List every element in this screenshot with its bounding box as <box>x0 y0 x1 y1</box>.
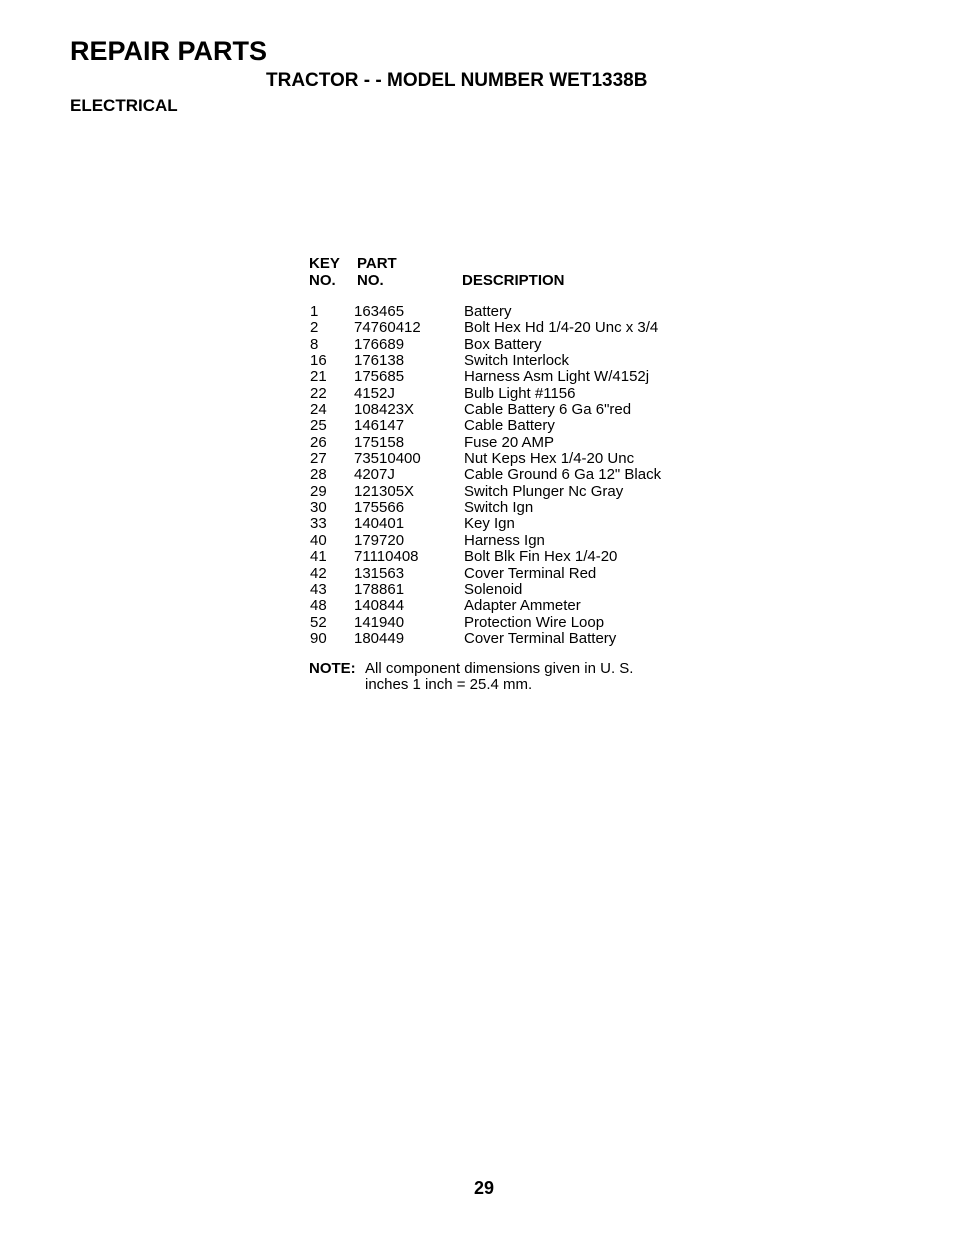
part-no: 146147 <box>354 417 405 435</box>
key-no: 27 <box>310 450 327 468</box>
part-no: 178861 <box>354 580 405 598</box>
note-label: NOTE: <box>309 660 356 677</box>
part-no: 74760412 <box>354 319 421 337</box>
part-no-header-line1: PART <box>357 255 397 272</box>
key-no: 2 <box>310 319 319 337</box>
part-no: 175566 <box>354 499 405 517</box>
part-no: 140844 <box>354 597 405 615</box>
key-no: 28 <box>310 466 327 484</box>
key-no-header-line2: NO. <box>309 272 336 289</box>
section-label: ELECTRICAL <box>70 96 178 115</box>
key-no: 8 <box>310 335 319 353</box>
key-no: 52 <box>310 613 327 631</box>
key-no: 29 <box>310 482 327 500</box>
part-no: 141940 <box>354 613 405 631</box>
key-no: 43 <box>310 580 327 598</box>
key-no: 90 <box>310 629 327 647</box>
description: Protection Wire Loop <box>464 613 605 631</box>
key-no: 42 <box>310 564 327 582</box>
description: Adapter Ammeter <box>464 597 581 615</box>
part-no: 121305X <box>354 482 415 500</box>
part-no: 4207J <box>354 466 395 484</box>
part-no-header-line2: NO. <box>357 272 384 289</box>
key-no: 1 <box>310 303 319 320</box>
description: Fuse 20 AMP <box>464 433 555 451</box>
description: Cable Battery 6 Ga 6"red <box>464 401 632 419</box>
description: Cover Terminal Red <box>464 564 597 582</box>
page-number: 29 <box>473 1178 495 1198</box>
key-no-header-line1: KEY <box>309 255 340 272</box>
description: Key Ign <box>464 515 515 533</box>
key-no: 33 <box>310 515 327 533</box>
part-no: 71110408 <box>354 548 419 566</box>
description: Switch Ign <box>464 499 534 517</box>
key-no: 16 <box>310 352 327 370</box>
key-no: 21 <box>310 368 327 386</box>
key-no: 40 <box>310 531 327 549</box>
description: Bolt Blk Fin Hex 1/4-20 <box>464 548 618 566</box>
part-no: 175158 <box>354 433 405 451</box>
note-line-1: All component dimensions given in U. S. <box>365 660 634 677</box>
key-no: 30 <box>310 499 327 517</box>
part-no: 108423X <box>354 401 415 419</box>
part-no: 163465 <box>354 303 405 320</box>
part-no: 179720 <box>354 531 405 549</box>
part-no: 175685 <box>354 368 405 386</box>
description: Switch Plunger Nc Gray <box>464 482 624 500</box>
description: Bolt Hex Hd 1/4-20 Unc x 3/4 <box>464 319 659 337</box>
description: Switch Interlock <box>464 352 570 370</box>
note-line-2: inches 1 inch = 25.4 mm. <box>365 676 533 693</box>
key-no: 24 <box>310 401 327 419</box>
key-no: 25 <box>310 417 327 435</box>
page-title: REPAIR PARTS <box>70 36 268 66</box>
part-no: 180449 <box>354 629 405 647</box>
description: Cable Ground 6 Ga 12" Black <box>464 466 662 484</box>
part-no: 73510400 <box>354 450 421 468</box>
description: Box Battery <box>464 335 542 353</box>
page-subtitle: TRACTOR - - MODEL NUMBER WET1338B <box>266 70 648 91</box>
part-no: 4152J <box>354 384 395 402</box>
part-no: 176689 <box>354 335 405 353</box>
description: Nut Keps Hex 1/4-20 Unc <box>464 450 635 468</box>
description: Harness Asm Light W/4152j <box>464 368 650 386</box>
key-no: 22 <box>310 384 327 402</box>
description: Harness Ign <box>464 531 545 549</box>
description: Cover Terminal Battery <box>464 629 617 647</box>
description: Cable Battery <box>464 417 555 435</box>
description: Solenoid <box>464 580 523 598</box>
part-no: 176138 <box>354 352 405 370</box>
description: Battery <box>464 303 512 320</box>
key-no: 41 <box>310 548 327 566</box>
part-no: 131563 <box>354 564 405 582</box>
part-no: 140401 <box>354 515 405 533</box>
description: Bulb Light #1156 <box>464 384 576 402</box>
key-no: 26 <box>310 433 327 451</box>
description-header: DESCRIPTION <box>462 272 565 289</box>
key-no: 48 <box>310 597 327 615</box>
note-text <box>365 661 665 693</box>
